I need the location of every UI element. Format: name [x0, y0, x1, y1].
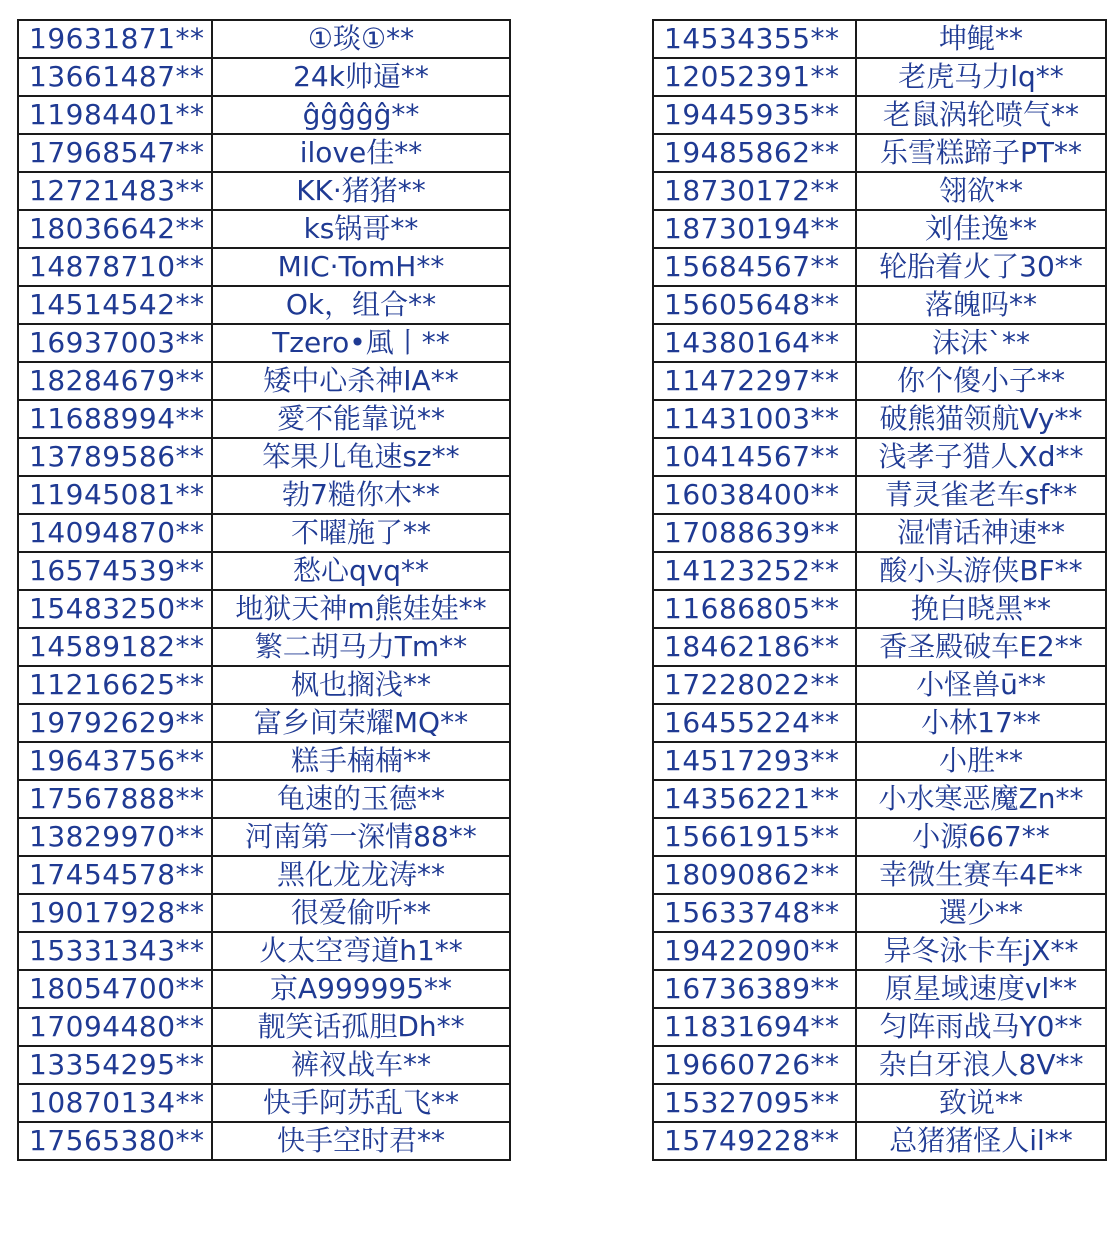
player-id-cell: 16038400**	[653, 476, 856, 514]
player-name-cell: 总猪猪怪人il**	[856, 1122, 1106, 1160]
player-name-cell: ①琰①**	[212, 20, 510, 58]
player-id-cell: 17094480**	[18, 1008, 212, 1046]
table-row	[653, 438, 1106, 476]
player-id-cell: 11945081**	[18, 476, 212, 514]
player-name-cell: KK·猪猪**	[212, 172, 510, 210]
player-name-cell: 浅孝子猎人Xd**	[856, 438, 1106, 476]
table-row	[653, 704, 1106, 742]
table-row	[653, 970, 1106, 1008]
player-id-cell: 13829970**	[18, 818, 212, 856]
player-id-cell: 12052391**	[653, 58, 856, 96]
player-name-cell: 酸小头游侠BF**	[856, 552, 1106, 590]
player-name-cell: 裤衩战车**	[212, 1046, 510, 1084]
player-id-cell: 16937003**	[18, 324, 212, 362]
player-id-cell: 17454578**	[18, 856, 212, 894]
table-row	[653, 1122, 1106, 1160]
player-id-cell: 18036642**	[18, 210, 212, 248]
player-name-cell: 破熊猫领航Vy**	[856, 400, 1106, 438]
table-row	[18, 1046, 510, 1084]
player-id-cell: 11216625**	[18, 666, 212, 704]
table-row	[653, 932, 1106, 970]
player-name-cell: 致说**	[856, 1084, 1106, 1122]
player-name-cell: 繁二胡马力Tm**	[212, 628, 510, 666]
player-list-left-body	[18, 20, 510, 1160]
table-row	[18, 628, 510, 666]
table-row	[653, 362, 1106, 400]
player-id-cell: 11984401**	[18, 96, 212, 134]
table-row	[653, 476, 1106, 514]
table-row	[653, 96, 1106, 134]
table-row	[18, 172, 510, 210]
player-id-cell: 13661487**	[18, 58, 212, 96]
table-row	[653, 742, 1106, 780]
player-name-cell: ĝĝĝĝĝ**	[212, 96, 510, 134]
player-list-right	[652, 19, 1107, 1161]
player-name-cell: ilove佳**	[212, 134, 510, 172]
player-name-cell: 京A999995**	[212, 970, 510, 1008]
player-name-cell: 很爱偷听**	[212, 894, 510, 932]
player-name-cell: 湿情话神速**	[856, 514, 1106, 552]
table-row	[653, 324, 1106, 362]
player-name-cell: 糕手楠楠**	[212, 742, 510, 780]
player-name-cell: 香圣殿破车E2**	[856, 628, 1106, 666]
player-list-right-body	[653, 20, 1106, 1160]
table-row	[653, 58, 1106, 96]
player-name-cell: 富乡间荣耀MQ**	[212, 704, 510, 742]
player-id-cell: 18284679**	[18, 362, 212, 400]
player-name-cell: 地狱天神m熊娃娃**	[212, 590, 510, 628]
table-row	[18, 742, 510, 780]
table-row	[653, 134, 1106, 172]
table-row	[18, 438, 510, 476]
table-row	[18, 1122, 510, 1160]
table-row	[653, 590, 1106, 628]
player-id-cell: 14356221**	[653, 780, 856, 818]
player-id-cell: 14534355**	[653, 20, 856, 58]
player-id-cell: 10414567**	[653, 438, 856, 476]
player-name-cell: 快手阿苏乱飞**	[212, 1084, 510, 1122]
table-row	[653, 210, 1106, 248]
player-id-cell: 16736389**	[653, 970, 856, 1008]
player-id-cell: 13789586**	[18, 438, 212, 476]
player-name-cell: 匀阵雨战马Y0**	[856, 1008, 1106, 1046]
player-name-cell: 愁心qvq**	[212, 552, 510, 590]
table-row	[653, 172, 1106, 210]
player-id-cell: 18462186**	[653, 628, 856, 666]
player-id-cell: 19643756**	[18, 742, 212, 780]
player-id-cell: 14514542**	[18, 286, 212, 324]
table-row	[18, 894, 510, 932]
player-id-cell: 17968547**	[18, 134, 212, 172]
player-id-cell: 15749228**	[653, 1122, 856, 1160]
player-id-cell: 18090862**	[653, 856, 856, 894]
table-row	[18, 96, 510, 134]
player-id-cell: 11431003**	[653, 400, 856, 438]
player-id-cell: 17228022**	[653, 666, 856, 704]
player-id-cell: 19485862**	[653, 134, 856, 172]
player-name-cell: 靓笑话孤胆Dh**	[212, 1008, 510, 1046]
player-id-cell: 15483250**	[18, 590, 212, 628]
player-name-cell: 矮中心杀神IA**	[212, 362, 510, 400]
player-id-cell: 10870134**	[18, 1084, 212, 1122]
player-name-cell: 小水寒恶魔Zn**	[856, 780, 1106, 818]
player-name-cell: 落魄吗**	[856, 286, 1106, 324]
table-row	[18, 1084, 510, 1122]
player-id-cell: 16574539**	[18, 552, 212, 590]
table-row	[18, 666, 510, 704]
player-name-cell: 枫也搁浅**	[212, 666, 510, 704]
table-row	[18, 856, 510, 894]
table-row	[18, 590, 510, 628]
table-row	[653, 1046, 1106, 1084]
table-row	[18, 134, 510, 172]
player-name-cell: 龟速的玉德**	[212, 780, 510, 818]
player-id-cell: 11831694**	[653, 1008, 856, 1046]
player-name-cell: 原星域速度vl**	[856, 970, 1106, 1008]
player-id-cell: 17565380**	[18, 1122, 212, 1160]
player-id-cell: 19660726**	[653, 1046, 856, 1084]
table-row	[18, 552, 510, 590]
table-row	[653, 1008, 1106, 1046]
player-id-cell: 18730172**	[653, 172, 856, 210]
player-id-cell: 19445935**	[653, 96, 856, 134]
player-id-cell: 14094870**	[18, 514, 212, 552]
player-id-cell: 13354295**	[18, 1046, 212, 1084]
table-row	[18, 514, 510, 552]
player-id-cell: 19631871**	[18, 20, 212, 58]
player-id-cell: 15605648**	[653, 286, 856, 324]
player-name-cell: MIC·TomH**	[212, 248, 510, 286]
table-row	[653, 248, 1106, 286]
player-name-cell: 坤鲲**	[856, 20, 1106, 58]
player-id-cell: 12721483**	[18, 172, 212, 210]
player-name-cell: ks锅哥**	[212, 210, 510, 248]
player-id-cell: 15331343**	[18, 932, 212, 970]
player-id-cell: 19422090**	[653, 932, 856, 970]
table-row	[653, 780, 1106, 818]
player-name-cell: 小胜**	[856, 742, 1106, 780]
player-id-cell: 15661915**	[653, 818, 856, 856]
table-row	[653, 400, 1106, 438]
player-id-cell: 11472297**	[653, 362, 856, 400]
player-id-cell: 15684567**	[653, 248, 856, 286]
player-name-cell: 快手空时君**	[212, 1122, 510, 1160]
player-name-cell: Tzero•風丨**	[212, 324, 510, 362]
player-name-cell: 老虎马力lq**	[856, 58, 1106, 96]
table-row	[18, 248, 510, 286]
table-row	[18, 58, 510, 96]
table-row	[18, 400, 510, 438]
player-id-cell: 14380164**	[653, 324, 856, 362]
player-id-cell: 18054700**	[18, 970, 212, 1008]
player-name-cell: 火太空弯道h1**	[212, 932, 510, 970]
table-row	[18, 780, 510, 818]
player-name-cell: 小源667**	[856, 818, 1106, 856]
player-name-cell: 勃7糙你木**	[212, 476, 510, 514]
table-row	[18, 818, 510, 856]
table-row	[653, 628, 1106, 666]
table-row	[18, 324, 510, 362]
player-name-cell: 翎欲**	[856, 172, 1106, 210]
player-id-cell: 17567888**	[18, 780, 212, 818]
table-row	[653, 666, 1106, 704]
player-id-cell: 15633748**	[653, 894, 856, 932]
table-row	[653, 286, 1106, 324]
player-id-cell: 14123252**	[653, 552, 856, 590]
player-id-cell: 19792629**	[18, 704, 212, 742]
player-name-cell: 選少**	[856, 894, 1106, 932]
player-name-cell: 老鼠涡轮喷气**	[856, 96, 1106, 134]
player-name-cell: 异冬泳卡车jX**	[856, 932, 1106, 970]
player-name-cell: 你个傻小子**	[856, 362, 1106, 400]
table-row	[18, 362, 510, 400]
player-name-cell: 愛不能靠说**	[212, 400, 510, 438]
player-id-cell: 14878710**	[18, 248, 212, 286]
table-row	[653, 856, 1106, 894]
table-row	[18, 476, 510, 514]
table-row	[653, 514, 1106, 552]
player-name-cell: 杂白牙浪人8V**	[856, 1046, 1106, 1084]
table-row	[18, 286, 510, 324]
player-name-cell: 小林17**	[856, 704, 1106, 742]
player-list-left	[17, 19, 511, 1161]
table-row	[18, 210, 510, 248]
player-name-cell: 24k帅逼**	[212, 58, 510, 96]
table-row	[653, 20, 1106, 58]
table-row	[18, 704, 510, 742]
player-name-cell: 黑化龙龙涛**	[212, 856, 510, 894]
player-name-cell: 沫沫`**	[856, 324, 1106, 362]
player-name-cell: 乐雪糕蹄子PT**	[856, 134, 1106, 172]
player-id-cell: 16455224**	[653, 704, 856, 742]
player-id-cell: 11686805**	[653, 590, 856, 628]
player-name-cell: 幸微生赛车4E**	[856, 856, 1106, 894]
player-name-cell: 轮胎着火了30**	[856, 248, 1106, 286]
player-id-cell: 18730194**	[653, 210, 856, 248]
player-name-cell: 河南第一深情88**	[212, 818, 510, 856]
player-id-cell: 14517293**	[653, 742, 856, 780]
player-name-cell: 笨果儿龟速sz**	[212, 438, 510, 476]
table-row	[18, 20, 510, 58]
player-name-cell: 青灵雀老车sf**	[856, 476, 1106, 514]
player-name-cell: Ok，组合**	[212, 286, 510, 324]
table-row	[653, 552, 1106, 590]
player-name-cell: 挽白晓黑**	[856, 590, 1106, 628]
table-row	[653, 818, 1106, 856]
table-row	[18, 1008, 510, 1046]
player-id-cell: 19017928**	[18, 894, 212, 932]
player-name-cell: 小怪兽ū**	[856, 666, 1106, 704]
player-name-cell: 刘佳逸**	[856, 210, 1106, 248]
player-name-cell: 不曜施了**	[212, 514, 510, 552]
table-row	[18, 932, 510, 970]
player-id-cell: 11688994**	[18, 400, 212, 438]
player-id-cell: 15327095**	[653, 1084, 856, 1122]
table-row	[653, 1084, 1106, 1122]
table-row	[18, 970, 510, 1008]
player-id-cell: 14589182**	[18, 628, 212, 666]
table-row	[653, 894, 1106, 932]
player-id-cell: 17088639**	[653, 514, 856, 552]
